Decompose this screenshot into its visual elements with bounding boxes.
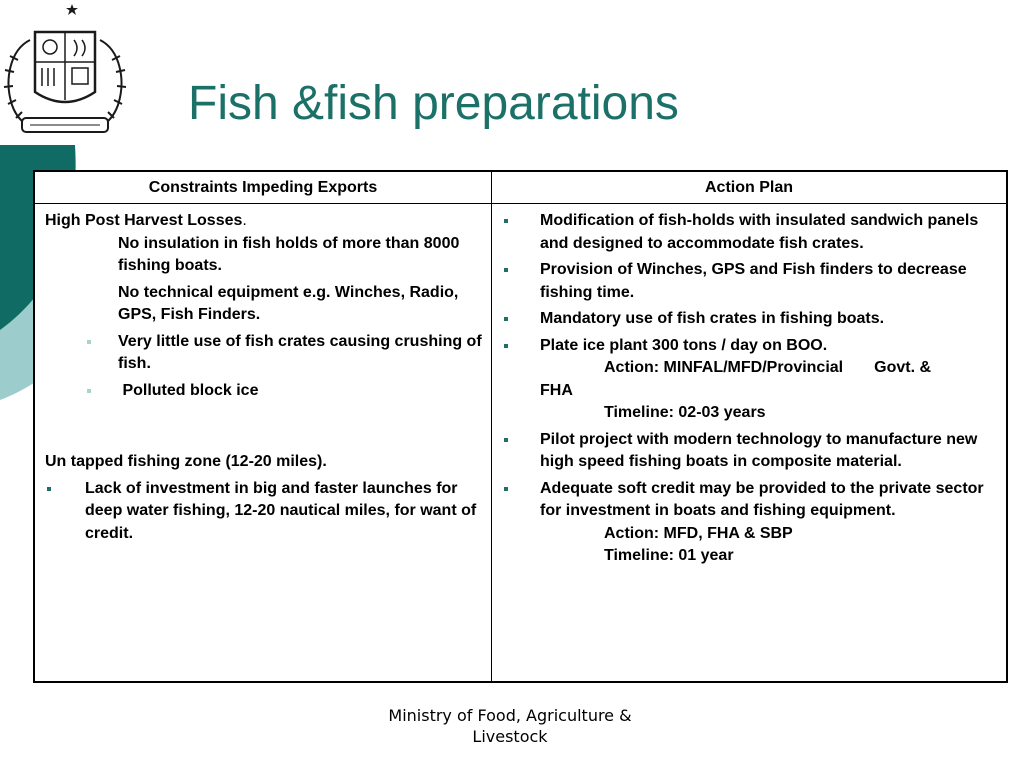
footer-line: Livestock [472, 727, 548, 746]
footer-line: Ministry of Food, Agriculture & [388, 706, 632, 725]
square-bullet-icon [504, 219, 508, 223]
square-bullet-icon [504, 268, 508, 272]
constraints-action-table [33, 170, 1008, 683]
action-text: Plate ice plant 300 tons / day on BOO. [540, 336, 828, 354]
action-item [500, 429, 998, 474]
square-bullet-icon [504, 344, 508, 348]
action-responsible: Action: MINFAL/MFD/Provincial Govt. & [604, 359, 932, 376]
action-plan-cell [500, 210, 998, 568]
action-timeline: Timeline: 02-03 years [604, 404, 766, 421]
action-item [500, 210, 998, 255]
action-timeline: Timeline: 01 year [604, 547, 734, 564]
constraint-item [45, 233, 485, 278]
constraint-text: No technical equipment e.g. Winches, Radio, GPS, Fish Finders. [118, 283, 459, 323]
action-item [500, 335, 998, 425]
constraint-item [45, 478, 485, 546]
header-constraints: Constraints Impeding Exports [148, 179, 378, 196]
constraint-text: Very little use of fish crates causing crushing of fish. [118, 332, 482, 372]
square-bullet-icon [47, 487, 51, 491]
header-action-plan: Action Plan [704, 179, 793, 196]
action-item [500, 308, 998, 331]
action-text: Mandatory use of fish crates in fishing boats. [540, 310, 885, 327]
square-bullet-icon [87, 389, 91, 393]
action-text: Provision of Winches, GPS and Fish finders to decrease fishing time. [540, 261, 967, 301]
action-responsible-cont: FHA [540, 381, 573, 399]
action-text: Adequate soft credit may be provided to the private sector for investment in boats and fishing equipment. [540, 479, 984, 519]
constraint-text: Lack of investment in big and faster launches for deep water fishing, 12-20 nautical miles, for want of credit. [85, 479, 477, 542]
action-item [500, 259, 998, 304]
square-bullet-icon [87, 340, 91, 344]
action-item [500, 478, 998, 568]
square-bullet-icon [504, 487, 508, 491]
action-responsible: Action: MFD, FHA & SBP [604, 524, 793, 542]
constraints-cell [45, 210, 485, 545]
header-divider [35, 203, 1006, 204]
square-bullet-icon [504, 438, 508, 442]
constraint-item [45, 282, 485, 327]
constraint-item [45, 331, 485, 376]
footer-ministry [350, 705, 670, 747]
constraint-text: No insulation in fish holds of more than 8000 fishing boats. [118, 234, 460, 274]
pakistan-state-emblem [0, 0, 130, 150]
section-heading-harvest-losses: High Post Harvest Losses. [45, 212, 247, 229]
section-heading-fishing-zone: Un tapped fishing zone (12-20 miles). [45, 453, 327, 470]
action-text: Pilot project with modern technology to manufacture new high speed fishing boats in composite material. [540, 430, 978, 470]
constraint-item [45, 380, 485, 403]
square-bullet-icon [504, 317, 508, 321]
action-text: Modification of fish-holds with insulated sandwich panels and designed to accommodate fish crates. [540, 212, 979, 252]
column-divider [491, 172, 492, 681]
slide-title: Fish &fish preparations [188, 77, 679, 130]
constraint-text: Polluted block ice [118, 381, 259, 399]
